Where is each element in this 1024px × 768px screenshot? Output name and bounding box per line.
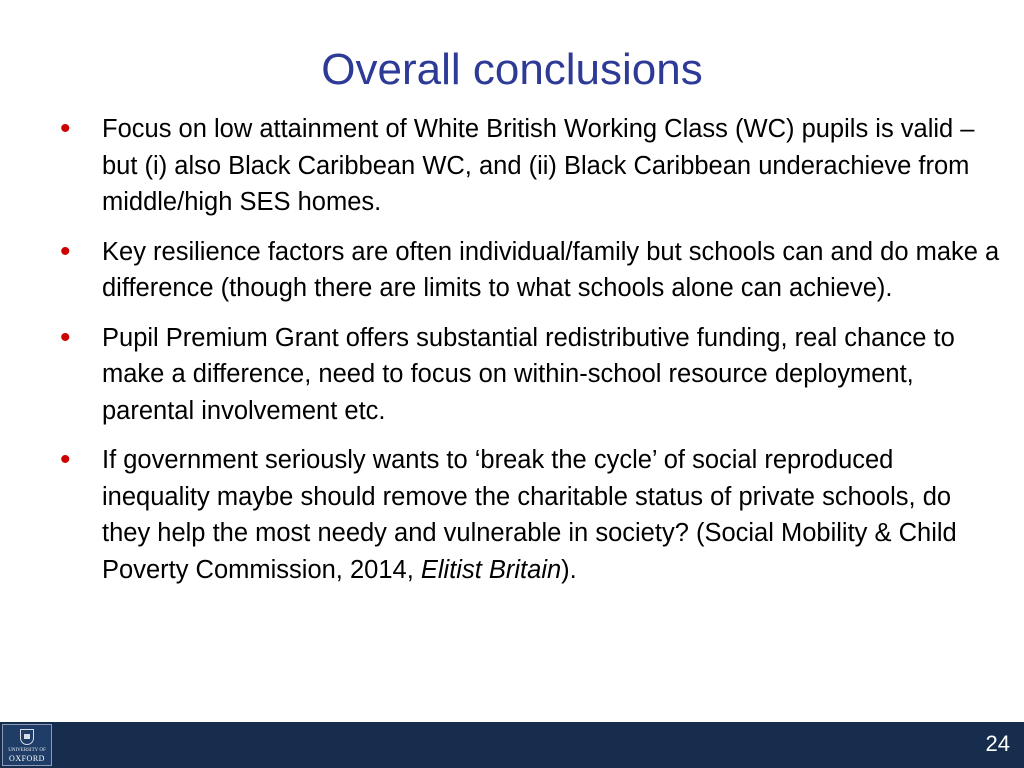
bullet-list — [60, 111, 1000, 601]
bullet-item — [60, 111, 1000, 221]
book-title-italic: Elitist Britain — [420, 555, 562, 584]
bullet-icon: • — [60, 234, 71, 268]
footer-bar — [0, 722, 1024, 768]
bullet-text-after: ). — [561, 555, 577, 584]
bullet-text-before: If government seriously wants to ‘break the cycle’ of social reproduced inequality maybe should remove the charitable status of private schools, do they help the most needy and vulnerable in society? (Social Mobility & Child Poverty Commission, 2014, — [102, 446, 957, 584]
oxford-logo — [2, 724, 52, 766]
bullet-text: Focus on low attainment of White British Working Class (WC) pupils is valid – but (i) also Black Caribbean WC, and (ii) Black Caribbean underachieve from middle/high SES homes. — [102, 115, 975, 216]
bullet-item — [60, 442, 1000, 588]
bullet-icon: • — [60, 112, 71, 145]
crest-icon — [20, 729, 34, 745]
page-number: 24 — [985, 731, 1010, 756]
slide-title: Overall conclusions — [321, 45, 703, 94]
bullet-icon: • — [60, 443, 71, 476]
bullet-item — [60, 234, 1000, 307]
bullet-text: Key resilience factors are often individual/family but schools can and do make a difference (though there are limits to what schools alone can achieve). — [102, 237, 1000, 302]
logo-university-of: UNIVERSITY OF — [8, 748, 46, 753]
bullet-text: Pupil Premium Grant offers substantial redistributive funding, real chance to make a difference, need to focus on within-school resource deployment, parental involvement etc. — [102, 323, 955, 425]
bullet-item — [60, 320, 1000, 430]
bullet-icon: • — [60, 320, 71, 354]
logo-oxford: OXFORD — [9, 754, 45, 763]
